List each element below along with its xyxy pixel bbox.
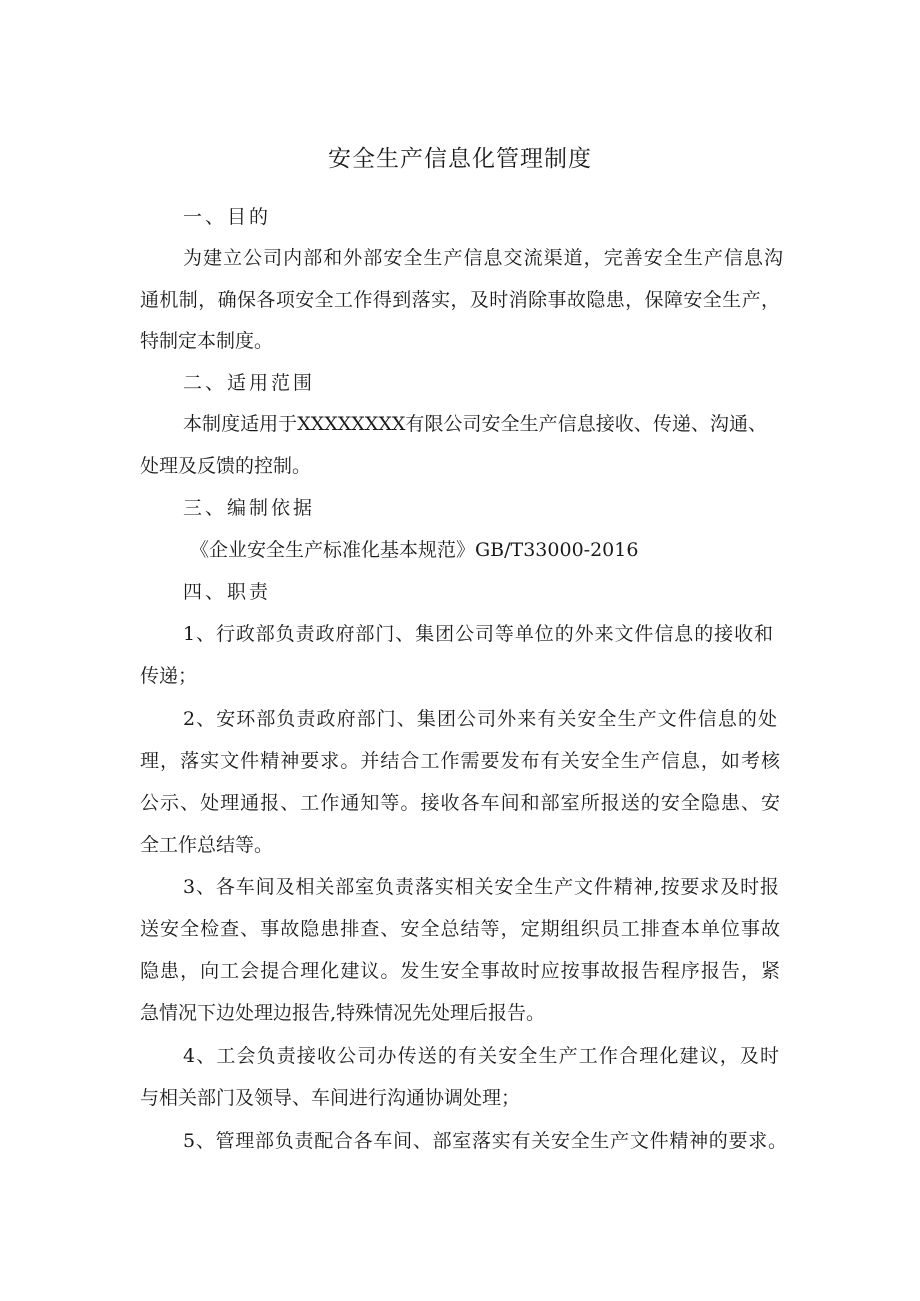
paragraph-line: 全工作总结等。 bbox=[140, 834, 274, 856]
paragraph-line: 处理及反馈的控制。 bbox=[140, 455, 312, 477]
paragraph-line: 传递； bbox=[140, 665, 198, 687]
paragraph-line: 5、管理部负责配合各车间、部室落实有关安全生产文件精神的要求。 bbox=[183, 1130, 787, 1152]
paragraph-line: 理，落实文件精神要求。并结合工作需要发布有关安全生产信息，如考核 bbox=[140, 750, 780, 772]
paragraph-line: 急情况下边处理边报告,特殊情况先处理后报告。 bbox=[140, 1002, 546, 1024]
paragraph-line: 公示、处理通报、工作通知等。接收各车间和部室所报送的安全隐患、安 bbox=[140, 792, 780, 814]
section-heading-purpose: 一、目的 bbox=[183, 206, 272, 228]
document-title: 安全生产信息化管理制度 bbox=[328, 146, 592, 172]
paragraph-line: 通机制，确保各项安全工作得到落实，及时消除事故隐患，保障安全生产， bbox=[140, 289, 780, 311]
section-heading-scope: 二、适用范围 bbox=[183, 372, 316, 394]
paragraph-line: 送安全检查、事故隐患排查、安全总结等，定期组织员工排查本单位事故 bbox=[140, 918, 780, 940]
paragraph-line: 1、行政部负责政府部门、集团公司等单位的外来文件信息的接收和 bbox=[183, 623, 773, 645]
paragraph-line: 与相关部门及领导、车间进行沟通协调处理； bbox=[140, 1087, 521, 1109]
section-heading-basis: 三、编制依据 bbox=[183, 497, 316, 519]
paragraph-line: 2、安环部负责政府部门、集团公司外来有关安全生产文件信息的处 bbox=[183, 708, 777, 730]
paragraph-line: 3、各车间及相关部室负责落实相关安全生产文件精神,按要求及时报 bbox=[183, 876, 779, 898]
paragraph-line: 隐患，向工会提合理化建议。发生安全事故时应按事故报告程序报告，紧 bbox=[140, 960, 780, 982]
paragraph-line: 本制度适用于XXXXXXXX有限公司安全生产信息接收、传递、沟通、 bbox=[183, 413, 767, 435]
paragraph-line: 4、工会负责接收公司办传送的有关安全生产工作合理化建议，及时 bbox=[183, 1045, 779, 1067]
paragraph-line: 特制定本制度。 bbox=[140, 330, 274, 352]
section-heading-responsibilities: 四、职责 bbox=[183, 581, 272, 603]
paragraph-line: 为建立公司内部和外部安全生产信息交流渠道，完善安全生产信息沟 bbox=[183, 247, 783, 269]
paragraph-line: 《企业安全生产标准化基本规范》GB/T33000-2016 bbox=[190, 539, 639, 561]
